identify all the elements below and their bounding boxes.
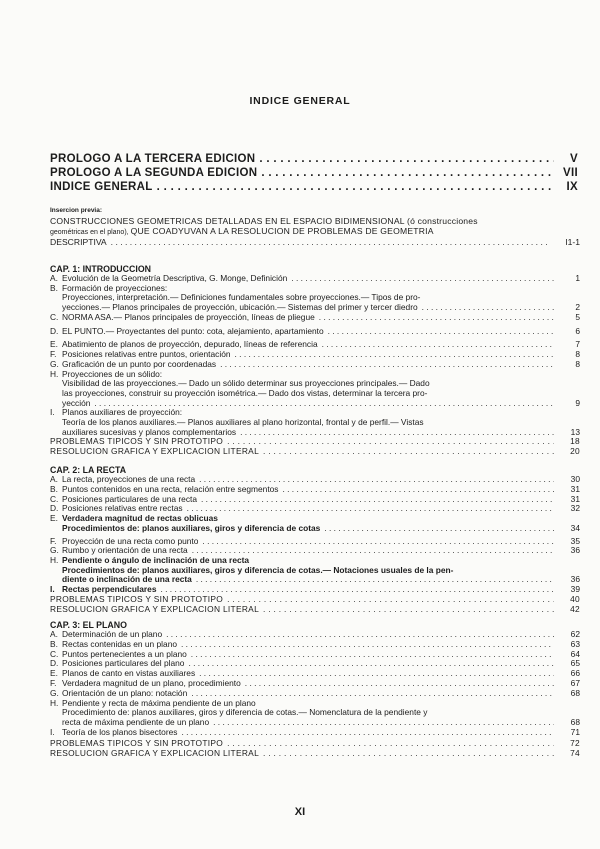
- insercion-previa[interactable]: [50, 206, 580, 248]
- insercion-line2: geométricas en el plano), QUE COADYUVAN A LA RESOLUCION DE PROBLEMAS DE GEOMETRIA: [50, 226, 434, 236]
- toc-entry[interactable]: F. Posiciones relativas entre puntos, orientación . . . 8: [50, 350, 580, 360]
- toc-entry[interactable]: C. NORMA ASA.— Planos principales de proyección, líneas de pliegue . . . 5: [50, 313, 580, 323]
- insercion-label: Insercion previa:: [50, 207, 103, 214]
- toc-entry[interactable]: B. Rectas contenidas en un plano . . . 63: [50, 640, 580, 650]
- toc-entry-head: H. Pendiente o ángulo de inclinación de una recta: [50, 555, 250, 566]
- toc-entry-resolucion[interactable]: RESOLUCION GRAFICA Y EXPLICACION LITERAL . . . 20: [50, 447, 580, 457]
- chapter-2: [50, 465, 580, 615]
- toc-entry-desc: Proyecciones, interpretación.— Definiciones fundamentales sobre proyecciones.— Tipos de pro-: [62, 292, 421, 303]
- toc-entry-resolucion[interactable]: RESOLUCION GRAFICA Y EXPLICACION LITERAL . . . 42: [50, 605, 580, 615]
- toc-entry-resolucion[interactable]: RESOLUCION GRAFICA Y EXPLICACION LITERAL . . . 74: [50, 749, 580, 759]
- toc-entry[interactable]: yecciones.— Planos principales de proyección, ubicación.— Sistemas del primer y tercer diedro . . . 2: [50, 303, 580, 313]
- toc-entry[interactable]: G. Rumbo y orientación de una recta . . . 36: [50, 546, 580, 556]
- toc-front-prologo-tercera[interactable]: [50, 153, 578, 165]
- toc-entry[interactable]: I. Teoría de los planos bisectores . . . 71: [50, 728, 580, 738]
- toc-entry[interactable]: D. Posiciones relativas entre rectas . . . 32: [50, 504, 580, 514]
- toc-entry-head: H. Proyecciones de un sólido:: [50, 368, 163, 379]
- entry-page: IX: [566, 181, 578, 193]
- toc-entry[interactable]: C. Posiciones particulares de una recta . . . 31: [50, 495, 580, 505]
- toc-entry[interactable]: Procedimientos de: planos auxiliares, giros y diferencia de cotas . . . 34: [50, 524, 580, 534]
- toc-entry[interactable]: I. Rectas perpendiculares . . . 39: [50, 585, 580, 595]
- toc-entry-problemas[interactable]: PROBLEMAS TIPICOS Y SIN PROTOTIPO . . . 18: [50, 437, 580, 447]
- toc-entry[interactable]: yección . . . 9: [50, 399, 580, 409]
- entry-page: V: [570, 153, 578, 165]
- toc-entry-desc: Visibilidad de las proyecciones.— Dado un sólido determinar sus proyecciones principales.— Dado: [62, 378, 430, 389]
- toc-front-indice[interactable]: [50, 181, 578, 193]
- toc-entry-desc: Procedimiento de: planos auxiliares, giros y diferencia de cotas.— Nomenclatura de la pendiente y: [62, 707, 428, 718]
- insercion-line1: CONSTRUCCIONES GEOMETRICAS DETALLADAS EN EL ESPACIO BIDIMENSIONAL (ó construcciones: [50, 216, 478, 226]
- chapter-1: [50, 264, 580, 457]
- page-title: INDICE GENERAL: [249, 95, 351, 107]
- toc-entry-problemas[interactable]: PROBLEMAS TIPICOS Y SIN PROTOTIPO . . . 72: [50, 739, 580, 749]
- toc-entry[interactable]: F. Verdadera magnitud de un plano, procedimiento . . . 67: [50, 679, 580, 689]
- entry-page: VII: [563, 167, 578, 179]
- entry-label: PROLOGO A LA TERCERA EDICION: [50, 153, 256, 165]
- toc-entry[interactable]: A. Determinación de un plano . . . 62: [50, 630, 580, 640]
- chapter-title: CAP. 1: INTRODUCCION: [50, 264, 152, 274]
- toc-entry[interactable]: G. Graficación de un punto por coordenadas . . . 8: [50, 360, 580, 370]
- toc-entry[interactable]: A. La recta, proyecciones de una recta . . . 30: [50, 475, 580, 485]
- toc-entry[interactable]: auxiliares sucesivas y planos complementarios . . . 13: [50, 428, 580, 438]
- toc-entry[interactable]: diente o inclinación de una recta . . . 36: [50, 575, 580, 585]
- toc-entry-head: I. Planos auxiliares de proyección:: [50, 407, 183, 418]
- leader-dots: [157, 181, 554, 193]
- toc-entry-desc: Procedimientos de: planos auxiliares, giros y diferencia de cotas.— Notaciones usuales de la pen-: [62, 564, 454, 575]
- toc-entry-head: E. Verdadera magnitud de rectas oblicuas: [50, 513, 218, 524]
- toc-entry[interactable]: A. Evolución de la Geometría Descriptiva, G. Monge, Definición . . . 1: [50, 274, 580, 284]
- leader-dots: [111, 238, 550, 248]
- toc-entry[interactable]: D. EL PUNTO.— Proyectantes del punto: cota, alejamiento, apartamiento . . . 6: [50, 327, 580, 337]
- chapter-3: [50, 620, 580, 759]
- toc-front-prologo-segunda[interactable]: [50, 167, 578, 179]
- chapter-title: CAP. 2: LA RECTA: [50, 465, 127, 475]
- entry-label: INDICE GENERAL: [50, 181, 153, 193]
- page-number: XI: [294, 806, 306, 818]
- toc-entry[interactable]: recta de máxima pendiente de un plano . . . 68: [50, 718, 580, 728]
- leader-dots: [261, 167, 554, 179]
- toc-entry-desc: las proyecciones, construir su proyección isométrica.— Dado dos vistas, determinar la tercera pro-: [62, 387, 428, 398]
- toc-entry[interactable]: E. Planos de canto en vistas auxiliares . . . 66: [50, 669, 580, 679]
- toc-entry-desc: Teoría de los planos auxiliares.— Planos auxiliares al plano horizontal, frontal y de perfil.— Vistas: [62, 416, 424, 427]
- entry-label: PROLOGO A LA SEGUNDA EDICION: [50, 167, 258, 179]
- toc-entry[interactable]: E. Abatimiento de planos de proyección, depurado, líneas de referencia . . . 7: [50, 340, 580, 350]
- toc-entry[interactable]: G. Orientación de un plano: notación . . . 68: [50, 689, 580, 699]
- toc-entry-head: H. Pendiente y recta de máxima pendiente de un plano: [50, 697, 256, 708]
- toc-entry[interactable]: D. Posiciones particulares del plano . . . 65: [50, 659, 580, 669]
- chapter-title: CAP. 3: EL PLANO: [50, 620, 127, 630]
- leader-dots: [259, 153, 554, 165]
- insercion-line3: DESCRIPTIVA . . . I1-1: [50, 238, 580, 248]
- toc-entry[interactable]: B. Puntos contenidos en una recta, relación entre segmentos . . . 31: [50, 485, 580, 495]
- toc-entry-head: B. Formación de proyecciones:: [50, 282, 168, 293]
- toc-entry[interactable]: F. Proyección de una recta como punto . . . 35: [50, 537, 580, 547]
- toc-entry[interactable]: C. Puntos pertenecientes a un plano . . . 64: [50, 650, 580, 660]
- toc-entry-problemas[interactable]: PROBLEMAS TIPICOS Y SIN PROTOTIPO . . . 40: [50, 595, 580, 605]
